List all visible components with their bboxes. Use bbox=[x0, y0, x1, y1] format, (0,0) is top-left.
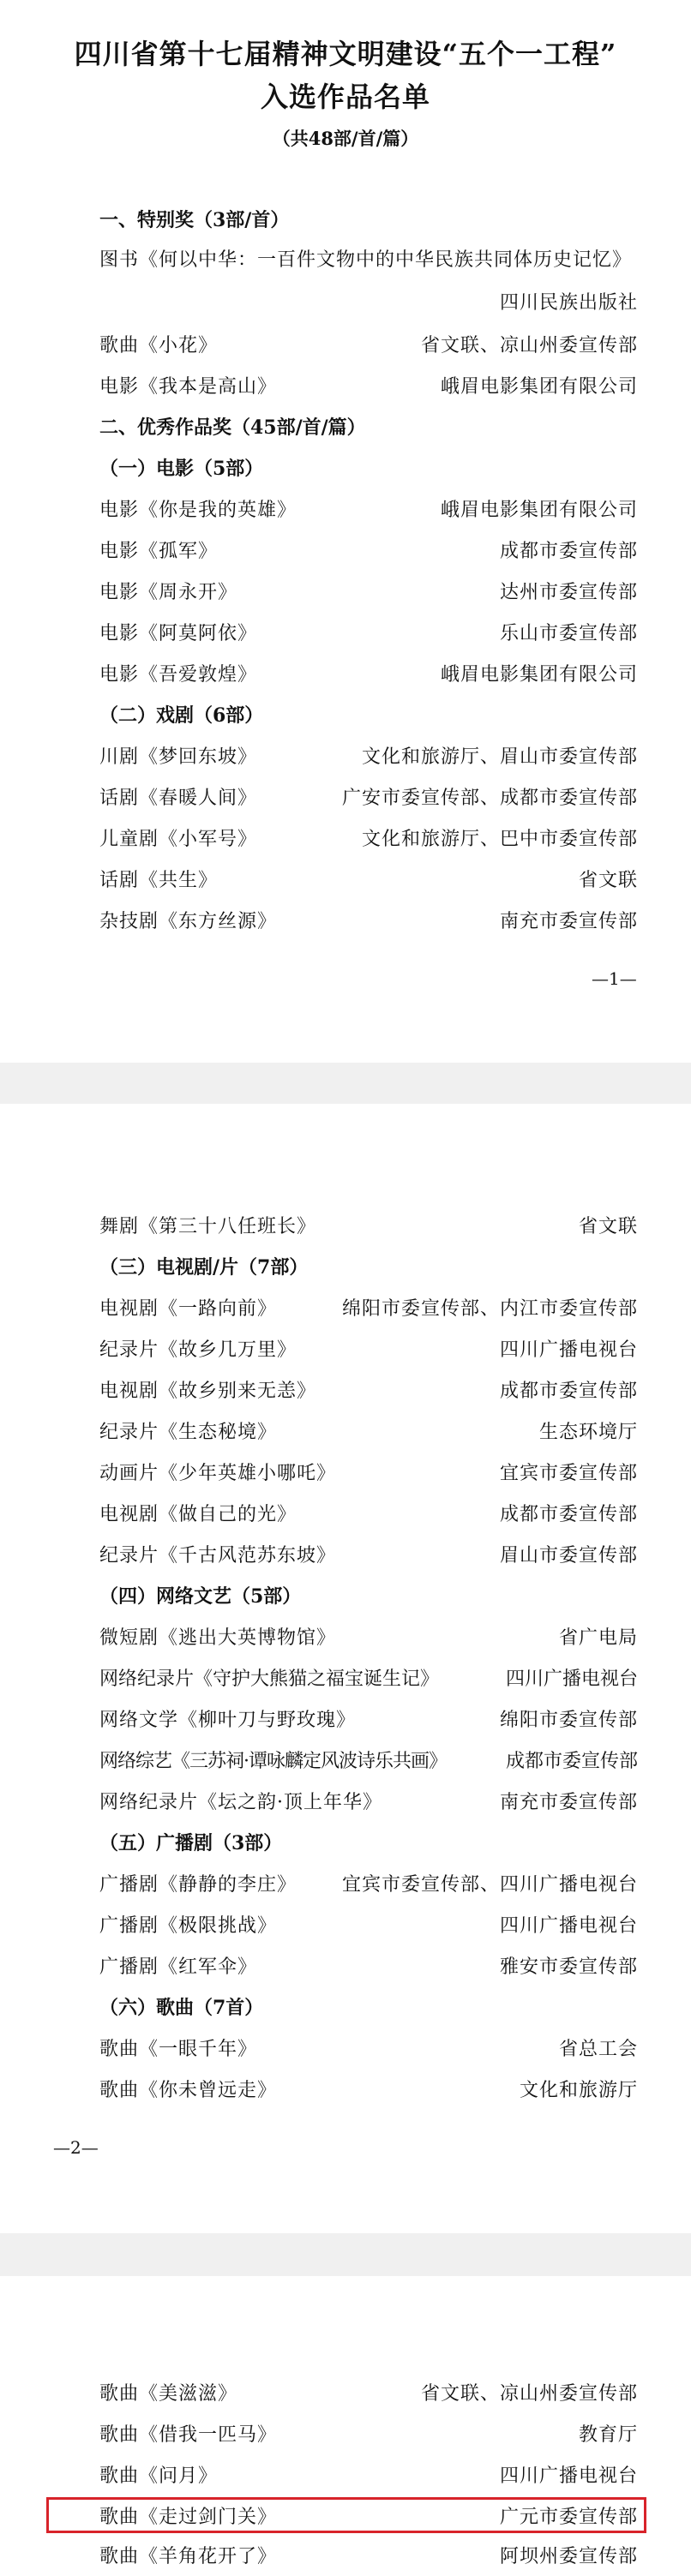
work-unit: 四川广播电视台 bbox=[499, 1339, 638, 1361]
category-film: （一）电影（5部） bbox=[99, 458, 264, 480]
work-title: 歌曲《问月》 bbox=[99, 2465, 219, 2487]
list-item bbox=[99, 1500, 638, 1534]
work-title: 歌曲《美滋滋》 bbox=[99, 2383, 238, 2405]
document-title-line1: 四川省第十七届精神文明建设“五个一工程” bbox=[74, 38, 617, 70]
work-title: 电影《你是我的英雄》 bbox=[99, 500, 297, 521]
list-item bbox=[99, 1376, 638, 1411]
work-unit: 达州市委宣传部 bbox=[499, 582, 638, 603]
list-item bbox=[99, 578, 638, 612]
work-unit: 宜宾市委宣传部 bbox=[499, 1463, 638, 1484]
list-item-unit bbox=[99, 288, 638, 322]
work-title: 歌曲《羊角花开了》 bbox=[99, 2546, 278, 2567]
work-unit: 阿坝州委宣传部 bbox=[499, 2546, 638, 2567]
work-unit: 四川广播电视台 bbox=[499, 1915, 638, 1937]
list-item bbox=[99, 2034, 638, 2069]
list-item bbox=[99, 372, 638, 406]
work-title: 电视剧《一路向前》 bbox=[99, 1298, 278, 1320]
page-number: —2— bbox=[53, 2137, 99, 2158]
work-title: 电影《阿莫阿依》 bbox=[99, 623, 258, 644]
work-title: 杂技剧《东方丝源》 bbox=[99, 911, 278, 932]
list-item bbox=[99, 1541, 638, 1575]
work-unit: 眉山市委宣传部 bbox=[499, 1545, 638, 1567]
work-title: 电视剧《故乡别来无恙》 bbox=[99, 1381, 317, 1402]
work-unit: 乐山市委宣传部 bbox=[499, 623, 638, 644]
list-item bbox=[99, 742, 638, 776]
list-item bbox=[99, 2076, 638, 2110]
work-unit: 省文联 bbox=[578, 1216, 638, 1237]
work-title: 歌曲《借我一匹马》 bbox=[99, 2424, 278, 2446]
work-title: 歌曲《一眼千年》 bbox=[99, 2039, 258, 2060]
list-item bbox=[99, 1705, 638, 1740]
list-item bbox=[99, 2461, 638, 2495]
work-title: 网络纪录片《守护大熊猫之福宝诞生记》 bbox=[99, 1668, 440, 1690]
work-title: 话剧《共生》 bbox=[99, 870, 219, 891]
work-title: 儿童剧《小军号》 bbox=[99, 829, 258, 850]
work-title: 网络纪录片《坛之韵·顶上年华》 bbox=[99, 1792, 382, 1813]
list-item bbox=[99, 495, 638, 530]
work-unit: 省文联、凉山州委宣传部 bbox=[420, 335, 638, 356]
work-unit: 教育厅 bbox=[578, 2424, 638, 2446]
work-unit: 省总工会 bbox=[558, 2039, 638, 2060]
section-excellent-award: 二、优秀作品奖（45部/首/篇） bbox=[99, 416, 366, 439]
list-item bbox=[99, 2542, 638, 2576]
list-item bbox=[99, 1212, 638, 1246]
work-unit: 四川民族出版社 bbox=[499, 292, 638, 314]
list-item bbox=[99, 907, 638, 941]
work-unit: 省文联 bbox=[578, 870, 638, 891]
work-unit: 文化和旅游厅、巴中市委宣传部 bbox=[361, 829, 638, 850]
work-unit: 省文联、凉山州委宣传部 bbox=[420, 2383, 638, 2405]
work-title: 舞剧《第三十八任班长》 bbox=[99, 1216, 317, 1237]
list-item bbox=[99, 2420, 638, 2454]
category-tv: （三）电视剧/片（7部） bbox=[99, 1256, 309, 1279]
work-unit: 南充市委宣传部 bbox=[499, 1792, 638, 1813]
list-item bbox=[99, 1335, 638, 1369]
work-unit: 广安市委宣传部、成都市委宣传部 bbox=[341, 788, 638, 809]
work-title: 动画片《少年英雄小哪吒》 bbox=[99, 1463, 337, 1484]
document-subtitle: （共48部/首/篇） bbox=[272, 128, 419, 149]
work-unit: 广元市委宣传部 bbox=[499, 2507, 638, 2528]
work-title: 电影《孤军》 bbox=[99, 541, 219, 562]
page-gap-2 bbox=[0, 2233, 691, 2276]
section-special-award: 一、特别奖（3部/首） bbox=[99, 209, 290, 231]
work-unit: 四川广播电视台 bbox=[505, 1668, 638, 1690]
category-radio: （五）广播剧（3部） bbox=[99, 1832, 283, 1854]
work-title: 歌曲《你未曾远走》 bbox=[99, 2080, 278, 2101]
work-title: 广播剧《静静的李庄》 bbox=[99, 1874, 297, 1896]
work-title: 图书《何以中华：一百件文物中的中华民族共同体历史记忆》 bbox=[99, 249, 633, 271]
list-item bbox=[99, 245, 638, 279]
work-title: 微短剧《逃出大英博物馆》 bbox=[99, 1627, 337, 1649]
work-unit: 峨眉电影集团有限公司 bbox=[440, 500, 638, 521]
list-item bbox=[99, 1459, 638, 1493]
work-title: 电影《我本是高山》 bbox=[99, 376, 278, 398]
list-item bbox=[99, 1870, 638, 1904]
list-item bbox=[99, 1746, 638, 1781]
work-title: 歌曲《走过剑门关》 bbox=[99, 2507, 278, 2528]
document-title-line2: 入选作品名单 bbox=[260, 81, 430, 113]
work-unit: 成都市委宣传部 bbox=[505, 1751, 638, 1772]
work-unit: 四川广播电视台 bbox=[499, 2465, 638, 2487]
work-title: 网络综艺《三苏祠·谭咏麟定风波诗乐共画》 bbox=[99, 1751, 447, 1772]
work-unit: 峨眉电影集团有限公司 bbox=[440, 376, 638, 398]
list-item bbox=[99, 1294, 638, 1328]
list-item bbox=[99, 1788, 638, 1822]
list-item bbox=[99, 1952, 638, 1986]
list-item-highlighted bbox=[99, 2502, 638, 2537]
work-title: 川剧《梦回东坡》 bbox=[99, 746, 258, 768]
list-item bbox=[99, 1664, 638, 1698]
page-1 bbox=[0, 0, 691, 1063]
list-item bbox=[99, 1417, 638, 1452]
work-unit: 雅安市委宣传部 bbox=[499, 1956, 638, 1978]
work-unit: 绵阳市委宣传部、内江市委宣传部 bbox=[341, 1298, 638, 1320]
work-unit: 成都市委宣传部 bbox=[499, 1504, 638, 1525]
list-item bbox=[99, 1623, 638, 1657]
category-net: （四）网络文艺（5部） bbox=[99, 1585, 302, 1608]
page-gap-1 bbox=[0, 1063, 691, 1104]
list-item bbox=[99, 824, 638, 859]
work-unit: 省广电局 bbox=[558, 1627, 638, 1649]
list-item bbox=[99, 2379, 638, 2413]
work-unit: 文化和旅游厅 bbox=[519, 2080, 638, 2101]
work-title: 纪录片《故乡几万里》 bbox=[99, 1339, 297, 1361]
work-title: 电影《周永开》 bbox=[99, 582, 238, 603]
work-title: 纪录片《千古风范苏东坡》 bbox=[99, 1545, 337, 1567]
list-item bbox=[99, 331, 638, 365]
work-unit: 成都市委宣传部 bbox=[499, 541, 638, 562]
category-song: （六）歌曲（7首） bbox=[99, 1997, 264, 2019]
work-unit: 文化和旅游厅、眉山市委宣传部 bbox=[361, 746, 638, 768]
work-title: 歌曲《小花》 bbox=[99, 335, 219, 356]
page-number: —1— bbox=[592, 968, 637, 989]
work-unit: 生态环境厅 bbox=[538, 1422, 638, 1443]
list-item bbox=[99, 660, 638, 694]
work-title: 话剧《春暖人间》 bbox=[99, 788, 258, 809]
work-title: 电影《吾爱敦煌》 bbox=[99, 664, 258, 686]
work-title: 电视剧《做自己的光》 bbox=[99, 1504, 297, 1525]
list-item bbox=[99, 783, 638, 818]
list-item bbox=[99, 866, 638, 900]
category-drama: （二）戏剧（6部） bbox=[99, 704, 264, 727]
work-title: 广播剧《极限挑战》 bbox=[99, 1915, 278, 1937]
work-unit: 成都市委宣传部 bbox=[499, 1381, 638, 1402]
work-unit: 南充市委宣传部 bbox=[499, 911, 638, 932]
work-title: 纪录片《生态秘境》 bbox=[99, 1422, 278, 1443]
list-item bbox=[99, 619, 638, 653]
work-unit: 绵阳市委宣传部 bbox=[499, 1710, 638, 1731]
work-title: 网络文学《柳叶刀与野玫瑰》 bbox=[99, 1710, 357, 1731]
work-unit: 宜宾市委宣传部、四川广播电视台 bbox=[341, 1874, 638, 1896]
list-item bbox=[99, 1911, 638, 1945]
work-unit: 峨眉电影集团有限公司 bbox=[440, 664, 638, 686]
list-item bbox=[99, 536, 638, 571]
work-title: 广播剧《红军伞》 bbox=[99, 1956, 258, 1978]
